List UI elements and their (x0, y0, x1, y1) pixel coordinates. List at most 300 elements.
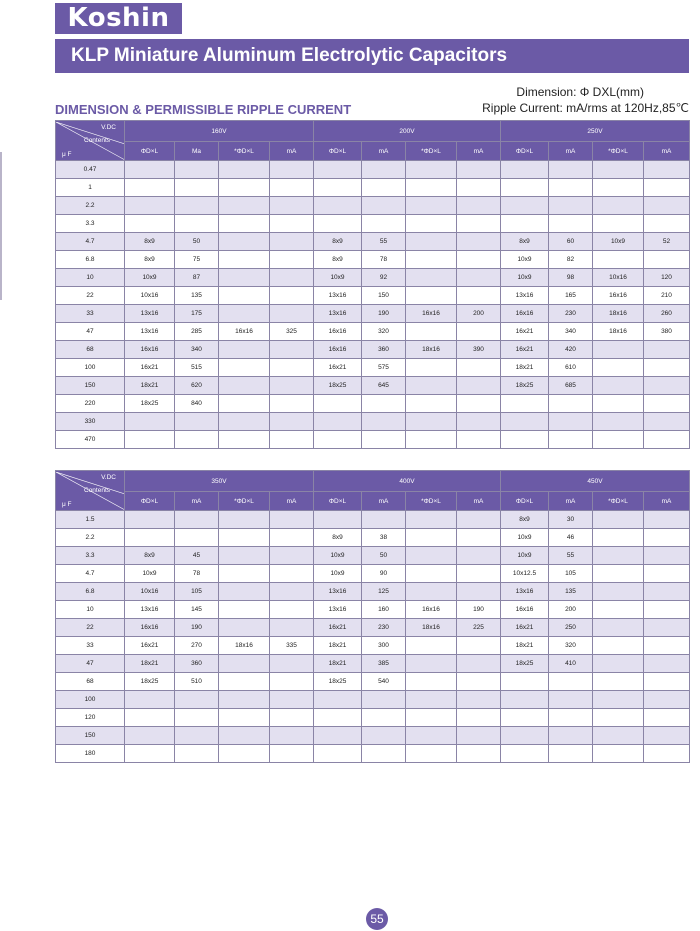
table-cell (457, 565, 501, 583)
table-cell (270, 619, 314, 637)
table-cell (593, 745, 644, 763)
table-cell: 46 (549, 529, 593, 547)
table-row (56, 323, 690, 341)
table-row (56, 359, 690, 377)
table-cell: 18x25 (125, 673, 175, 691)
table-row (56, 691, 690, 709)
table-cell (593, 431, 644, 449)
table-cell (501, 179, 549, 197)
contents-label: Contents (84, 136, 111, 144)
table-cell (406, 691, 457, 709)
column-header: ΦD×L (314, 492, 362, 511)
table-cell (406, 529, 457, 547)
table-cell (593, 673, 644, 691)
table-cell (457, 377, 501, 395)
table-row (56, 601, 690, 619)
table-row (56, 269, 690, 287)
table-cell: 390 (457, 341, 501, 359)
table-cell: 8x9 (125, 233, 175, 251)
table-cell (644, 709, 690, 727)
table-cell (593, 197, 644, 215)
table-cell (270, 251, 314, 269)
table-cell: 10x9 (593, 233, 644, 251)
table-cell (219, 565, 270, 583)
table-cell (362, 511, 406, 529)
table-cell (219, 619, 270, 637)
table-cell (457, 269, 501, 287)
table-row (56, 197, 690, 215)
table-cell (270, 161, 314, 179)
table-cell: 10x16 (593, 269, 644, 287)
table-cell (219, 233, 270, 251)
table-cell: 16x21 (314, 619, 362, 637)
table-cell: 52 (644, 233, 690, 251)
table-cell: 18x21 (125, 377, 175, 395)
table-cell: 230 (549, 305, 593, 323)
table-cell (406, 287, 457, 305)
table-cell (270, 215, 314, 233)
capacitance-cell: 68 (56, 673, 125, 691)
table-row (56, 413, 690, 431)
table-cell: 210 (644, 287, 690, 305)
table-cell (219, 673, 270, 691)
table-cell: 16x16 (314, 323, 362, 341)
table-cell (314, 727, 362, 745)
table-cell (644, 197, 690, 215)
column-header: mA (644, 492, 690, 511)
table-cell (501, 691, 549, 709)
table-cell: 135 (549, 583, 593, 601)
table-row (56, 745, 690, 763)
table-cell (593, 161, 644, 179)
table-cell (549, 673, 593, 691)
table-cell: 200 (549, 601, 593, 619)
table-cell (175, 511, 219, 529)
capacitance-unit-label: μ F (62, 150, 72, 158)
table-cell: 82 (549, 251, 593, 269)
table-cell (406, 745, 457, 763)
table-cell (549, 431, 593, 449)
table-cell: 410 (549, 655, 593, 673)
table-cell (125, 745, 175, 763)
table-cell: 16x21 (125, 359, 175, 377)
table-cell (406, 323, 457, 341)
table-cell (406, 413, 457, 431)
table-cell: 13x16 (501, 583, 549, 601)
table-cell: 385 (362, 655, 406, 673)
table-row (56, 287, 690, 305)
table-cell (457, 637, 501, 655)
table-cell (501, 709, 549, 727)
table-cell: 18x21 (501, 637, 549, 655)
table-cell (175, 413, 219, 431)
table-cell (593, 215, 644, 233)
table-cell (270, 547, 314, 565)
table-cell: 16x21 (501, 619, 549, 637)
table-row (56, 305, 690, 323)
vdc-label: V.DC (101, 473, 116, 481)
table-row (56, 709, 690, 727)
table-cell: 150 (362, 287, 406, 305)
table-cell: 16x21 (125, 637, 175, 655)
table-cell (549, 727, 593, 745)
table-cell (644, 727, 690, 745)
table-row (56, 583, 690, 601)
table-cell: 8x9 (125, 251, 175, 269)
table-cell: 16x16 (125, 619, 175, 637)
table-cell (314, 691, 362, 709)
table-cell (457, 583, 501, 601)
table-cell (457, 691, 501, 709)
table-cell (644, 601, 690, 619)
table-cell: 190 (362, 305, 406, 323)
table-cell: 18x25 (314, 673, 362, 691)
capacitance-cell: 22 (56, 287, 125, 305)
table-cell: 13x16 (125, 601, 175, 619)
table-cell (175, 161, 219, 179)
table-cell (406, 511, 457, 529)
page-title: KLP Miniature Aluminum Electrolytic Capacitors (55, 39, 689, 73)
table-cell: 38 (362, 529, 406, 547)
table-cell (593, 583, 644, 601)
capacitance-cell: 180 (56, 745, 125, 763)
table-cell: 18x25 (501, 655, 549, 673)
table-cell (644, 745, 690, 763)
table-cell (219, 709, 270, 727)
table-cell (270, 395, 314, 413)
table-cell (644, 529, 690, 547)
table-cell: 300 (362, 637, 406, 655)
table-cell: 18x16 (593, 323, 644, 341)
table-cell (644, 637, 690, 655)
table-cell (314, 179, 362, 197)
table-cell: 16x16 (501, 601, 549, 619)
table-cell: 16x16 (314, 341, 362, 359)
table-cell (457, 655, 501, 673)
table-cell: 10x9 (125, 269, 175, 287)
table-cell (501, 215, 549, 233)
column-header: ΦD×L (125, 142, 175, 161)
table-cell (501, 197, 549, 215)
table-cell (219, 691, 270, 709)
table-cell (270, 709, 314, 727)
table-row (56, 637, 690, 655)
column-header: mA (457, 492, 501, 511)
table-cell (125, 511, 175, 529)
table-cell (644, 673, 690, 691)
table-cell (593, 341, 644, 359)
table-cell: 10x9 (314, 565, 362, 583)
table-cell (593, 637, 644, 655)
table-row (56, 619, 690, 637)
capacitance-cell: 33 (56, 637, 125, 655)
table-cell: 160 (362, 601, 406, 619)
table-cell (549, 395, 593, 413)
voltage-header: 350V (125, 471, 314, 492)
table-cell: 55 (362, 233, 406, 251)
table-cell (593, 179, 644, 197)
table-cell: 135 (175, 287, 219, 305)
capacitance-cell: 6.8 (56, 251, 125, 269)
table-cell (644, 511, 690, 529)
table-cell (270, 691, 314, 709)
table-cell: 18x16 (219, 637, 270, 655)
table-cell (362, 727, 406, 745)
table-cell (362, 413, 406, 431)
table-cell (644, 395, 690, 413)
table-row (56, 395, 690, 413)
koshin-logo: Koshin (55, 3, 182, 34)
table-cell (270, 655, 314, 673)
table-cell (457, 215, 501, 233)
table-cell: 260 (644, 305, 690, 323)
table-cell (406, 161, 457, 179)
table-cell (406, 359, 457, 377)
column-header: *ΦD×L (219, 492, 270, 511)
table-cell: 285 (175, 323, 219, 341)
table-cell (362, 745, 406, 763)
table-row (56, 251, 690, 269)
column-header: *ΦD×L (219, 142, 270, 161)
table-cell: 540 (362, 673, 406, 691)
table-cell: 620 (175, 377, 219, 395)
table-cell (501, 431, 549, 449)
table-cell: 87 (175, 269, 219, 287)
table-cell: 200 (457, 305, 501, 323)
table-cell: 18x16 (406, 619, 457, 637)
table-cell (270, 269, 314, 287)
table-cell: 18x21 (125, 655, 175, 673)
voltage-header: 200V (314, 121, 501, 142)
table-cell (219, 215, 270, 233)
table-cell (549, 197, 593, 215)
table-cell (362, 709, 406, 727)
table-cell: 55 (549, 547, 593, 565)
table-cell (125, 161, 175, 179)
table-cell (219, 197, 270, 215)
voltage-header: 400V (314, 471, 501, 492)
table-cell (362, 395, 406, 413)
table-cell: 380 (644, 323, 690, 341)
capacitance-cell: 33 (56, 305, 125, 323)
table-cell (175, 215, 219, 233)
capacitance-cell: 22 (56, 619, 125, 637)
table-cell: 230 (362, 619, 406, 637)
table-row (56, 529, 690, 547)
table-cell (644, 547, 690, 565)
table-cell (362, 215, 406, 233)
table-cell (457, 529, 501, 547)
capacitance-cell: 2.2 (56, 197, 125, 215)
table-cell (406, 547, 457, 565)
table-cell: 360 (362, 341, 406, 359)
table-cell: 50 (175, 233, 219, 251)
column-header: mA (549, 492, 593, 511)
table-cell (314, 709, 362, 727)
table-cell: 10x12.5 (501, 565, 549, 583)
table-cell: 340 (175, 341, 219, 359)
table-cell (219, 547, 270, 565)
table-cell: 60 (549, 233, 593, 251)
column-header: mA (549, 142, 593, 161)
vdc-label: V.DC (101, 123, 116, 131)
table-cell: 270 (175, 637, 219, 655)
table-cell (125, 179, 175, 197)
table-cell: 145 (175, 601, 219, 619)
table-cell: 16x21 (314, 359, 362, 377)
table-cell (406, 727, 457, 745)
column-header: mA (362, 492, 406, 511)
table-cell (219, 359, 270, 377)
column-header: *ΦD×L (406, 142, 457, 161)
table-row (56, 341, 690, 359)
capacitance-cell: 150 (56, 727, 125, 745)
table-cell: 13x16 (314, 583, 362, 601)
table-cell (457, 395, 501, 413)
table-cell (219, 727, 270, 745)
table-cell (501, 161, 549, 179)
table-cell (219, 251, 270, 269)
table-cell (593, 359, 644, 377)
table-cell: 10x9 (501, 251, 549, 269)
table-row (56, 215, 690, 233)
table-cell (270, 673, 314, 691)
table-cell (219, 511, 270, 529)
table-cell: 190 (457, 601, 501, 619)
column-header: mA (457, 142, 501, 161)
table-cell (549, 215, 593, 233)
table-cell: 10x9 (314, 269, 362, 287)
table-row (56, 377, 690, 395)
column-header: ΦD×L (314, 142, 362, 161)
table-cell (457, 197, 501, 215)
table-cell (219, 161, 270, 179)
table-cell (270, 179, 314, 197)
table-cell: 165 (549, 287, 593, 305)
table-cell (314, 161, 362, 179)
table-row (56, 673, 690, 691)
table-cell (549, 413, 593, 431)
table-cell (219, 601, 270, 619)
table-cell (406, 565, 457, 583)
table-cell: 13x16 (314, 287, 362, 305)
table-cell: 10x9 (314, 547, 362, 565)
table-cell (314, 745, 362, 763)
table-cell: 18x25 (314, 377, 362, 395)
table-cell (549, 179, 593, 197)
table-cell: 10x9 (501, 529, 549, 547)
table-cell (270, 431, 314, 449)
capacitance-cell: 220 (56, 395, 125, 413)
table-cell (219, 655, 270, 673)
table-cell (644, 655, 690, 673)
capacitance-cell: 4.7 (56, 565, 125, 583)
table-cell (644, 215, 690, 233)
table-cell: 225 (457, 619, 501, 637)
table-cell (219, 305, 270, 323)
capacitance-cell: 2.2 (56, 529, 125, 547)
table-cell: 16x16 (125, 341, 175, 359)
table-cell (457, 413, 501, 431)
column-header: mA (644, 142, 690, 161)
table-cell (314, 511, 362, 529)
voltage-header: 450V (501, 471, 690, 492)
table-cell: 75 (175, 251, 219, 269)
capacitance-cell: 10 (56, 601, 125, 619)
table-cell: 645 (362, 377, 406, 395)
table-cell (219, 431, 270, 449)
table-cell: 10x9 (125, 565, 175, 583)
table-cell (644, 431, 690, 449)
table-cell: 685 (549, 377, 593, 395)
table-cell (457, 233, 501, 251)
table-cell (406, 215, 457, 233)
table-cell (270, 413, 314, 431)
table-row (56, 179, 690, 197)
table-cell (457, 251, 501, 269)
capacitance-cell: 330 (56, 413, 125, 431)
capacitance-cell: 6.8 (56, 583, 125, 601)
table-cell: 13x16 (125, 305, 175, 323)
column-header: ΦD×L (501, 142, 549, 161)
table-cell (406, 655, 457, 673)
table-cell (314, 395, 362, 413)
table-cell (593, 413, 644, 431)
table-cell (175, 727, 219, 745)
table-cell (644, 179, 690, 197)
table-cell (406, 269, 457, 287)
capacitance-cell: 120 (56, 709, 125, 727)
capacitance-cell: 47 (56, 323, 125, 341)
table-row (56, 431, 690, 449)
table-cell: 13x16 (314, 601, 362, 619)
table-cell: 16x16 (501, 305, 549, 323)
table-cell (314, 431, 362, 449)
table-cell (175, 709, 219, 727)
table-cell: 10x16 (125, 287, 175, 305)
table-cell: 8x9 (501, 511, 549, 529)
capacitance-cell: 68 (56, 341, 125, 359)
table-cell (270, 341, 314, 359)
table-cell (219, 287, 270, 305)
table-cell (125, 709, 175, 727)
table-cell: 190 (175, 619, 219, 637)
table-cell (270, 529, 314, 547)
table-cell: 98 (549, 269, 593, 287)
capacitance-cell: 3.3 (56, 215, 125, 233)
table-cell (362, 431, 406, 449)
table-cell (457, 323, 501, 341)
table-cell (501, 395, 549, 413)
table-cell (593, 601, 644, 619)
table-corner-header (56, 121, 125, 161)
table-cell: 840 (175, 395, 219, 413)
table-cell: 18x16 (593, 305, 644, 323)
table-cell: 360 (175, 655, 219, 673)
table-cell (175, 745, 219, 763)
table-cell: 420 (549, 341, 593, 359)
table-cell (549, 161, 593, 179)
table-cell: 16x16 (219, 323, 270, 341)
table-cell (501, 673, 549, 691)
table-cell (457, 673, 501, 691)
table-cell: 120 (644, 269, 690, 287)
capacitance-cell: 4.7 (56, 233, 125, 251)
column-header: *ΦD×L (593, 492, 644, 511)
table-cell (549, 691, 593, 709)
table-cell (406, 431, 457, 449)
ripple-table-high-voltage (55, 470, 690, 763)
